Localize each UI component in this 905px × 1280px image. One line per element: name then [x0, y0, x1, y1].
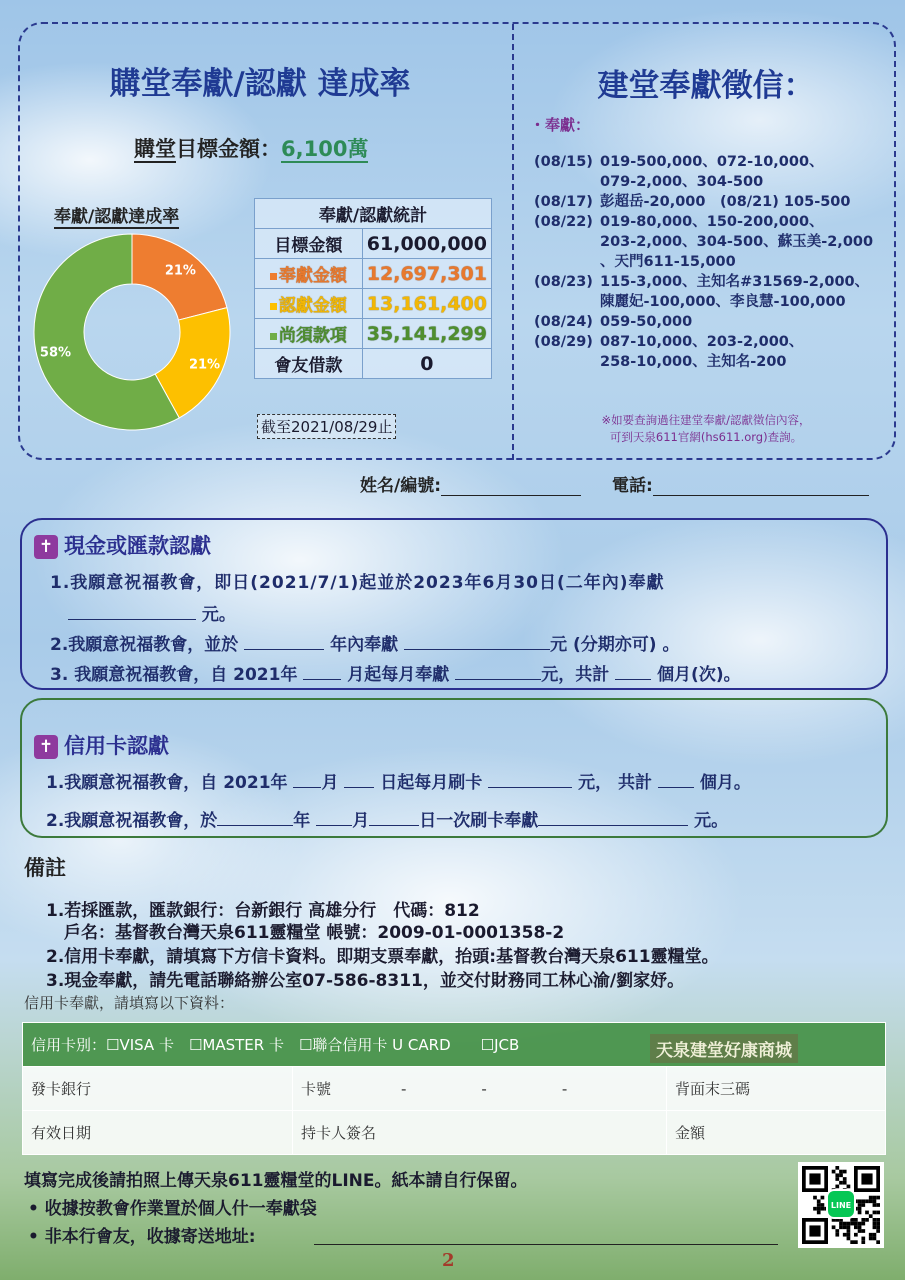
stats-label-cell	[255, 259, 363, 289]
card-number-field[interactable]	[293, 1067, 667, 1111]
line-logo-icon: LINE	[826, 1189, 856, 1219]
card-line-text: 日起每月刷卡	[380, 773, 483, 793]
cash-line-text: 元 (分期亦可) 。	[550, 635, 680, 655]
stats-row-pledged	[255, 289, 492, 319]
stats-row-target	[255, 229, 492, 259]
target-amount-line	[134, 133, 368, 163]
card-line-text: 月	[352, 811, 370, 831]
phone-label: 電話:	[612, 476, 653, 496]
stats-row-remaining	[255, 319, 492, 349]
amount-blank[interactable]	[404, 632, 550, 650]
credit-entry-text: 087-10,000、203-2,000、 258-10,000、主知名-200	[600, 334, 804, 370]
years-blank[interactable]	[244, 632, 324, 650]
card-line-text: 元。	[694, 811, 729, 831]
month-blank[interactable]	[303, 662, 341, 680]
phone-blank[interactable]	[653, 478, 869, 496]
card-number-dashes: - - -	[401, 1080, 568, 1098]
stats-label-cell	[255, 289, 363, 319]
stats-value: 12,697,301	[362, 259, 491, 289]
cash-line-text: 元，共計	[541, 665, 610, 685]
card-line-text: 月	[321, 773, 339, 793]
remarks-title: 備註	[24, 856, 66, 880]
receipt-note-1: • 收據按教會作業置於個人什一奉獻袋	[28, 1199, 317, 1219]
cash-line-text: 2.我願意祝福教會，並於	[50, 635, 239, 655]
stats-label: 奉獻金額	[278, 266, 347, 286]
issuing-bank-field[interactable]: 發卡銀行	[23, 1067, 293, 1111]
card-line-1	[46, 768, 751, 793]
remark-1: 1.若採匯款，匯款銀行：台新銀行 高雄分行 代碼：812	[46, 901, 480, 921]
signature-field[interactable]: 持卡人簽名	[293, 1111, 667, 1155]
donut-chart	[32, 232, 232, 432]
cross-icon: ✝	[34, 535, 58, 559]
name-blank[interactable]	[441, 478, 581, 496]
stats-label: 會友借款	[255, 349, 363, 379]
amount-blank[interactable]	[455, 662, 541, 680]
credit-note-line: 可到天泉611官網(hs611.org)查詢。	[609, 430, 803, 444]
remark-2: 2.信用卡奉獻，請填寫下方信卡資料。即期支票奉獻，抬頭:基督教台灣天泉611靈糧堂。	[46, 947, 719, 967]
address-blank[interactable]	[314, 1244, 778, 1245]
phone-field[interactable]	[612, 471, 869, 496]
credit-note-line: ※如要查詢過往建堂奉獻/認獻徵信內容，	[601, 413, 811, 427]
card-line-2	[46, 806, 728, 831]
stats-label: 尚須款項	[278, 326, 347, 346]
donut-slice-label: 58%	[39, 345, 72, 361]
card-line-text: 1.我願意祝福教會，自 2021年	[46, 773, 288, 793]
stats-label: 認獻金額	[278, 296, 347, 316]
amount-blank[interactable]	[68, 602, 196, 620]
name-field[interactable]	[360, 471, 581, 496]
credit-entry-text: 115-3,000、主知名#31569-2,000、 陳麗妃-100,000、李良慧-100,000	[600, 274, 870, 310]
target-label: 購堂	[134, 137, 176, 161]
stats-header: 奉獻/認獻統計	[255, 199, 492, 229]
rate-title: 購堂奉獻/認獻 達成率	[109, 66, 411, 102]
credit-entry-text: 019-80,000、150-200,000、 203-2,000、304-500、蘇玉美-2,000 、天門611-15,000	[600, 214, 874, 270]
credit-entry-text: 019-500,000、072-10,000、 079-2,000、304-500	[600, 154, 824, 190]
target-value: 6,100萬	[281, 137, 369, 161]
cash-line-text: 月起每月奉獻	[347, 665, 450, 685]
fill-instruction: 信用卡奉獻，請填寫以下資料：	[24, 994, 235, 1012]
credit-entry-text: 059-50,000	[600, 314, 693, 330]
cash-line-2	[50, 630, 679, 655]
day-blank[interactable]	[344, 770, 374, 788]
credit-entry-date: (08/17)	[534, 194, 593, 210]
credit-entry	[534, 312, 894, 332]
card-line-text: 日一次刷卡奉獻	[419, 811, 539, 831]
cash-title-text: 現金或匯款認獻	[64, 534, 211, 558]
cash-line-text: 元。	[201, 605, 236, 625]
credit-entry	[534, 192, 894, 212]
card-line-text: 2.我願意祝福教會，於	[46, 811, 218, 831]
cash-line-1: 1.我願意祝福教會，即日(2021/7/1)起並於2023年6月30日(二年內)奉獻	[50, 573, 665, 593]
cross-icon: ✝	[34, 735, 58, 759]
stats-row-offered	[255, 259, 492, 289]
stats-value: 0	[362, 349, 491, 379]
as-of-date: 截至2021/08/29止	[257, 414, 396, 439]
panel-divider	[512, 24, 514, 460]
card-line-text: 年	[293, 811, 311, 831]
cash-line-text: 個月(次)。	[657, 665, 741, 685]
credit-entry	[534, 212, 894, 272]
legend-swatch-green	[270, 333, 277, 340]
credit-note	[520, 412, 892, 446]
credit-entry-date: (08/23)	[534, 274, 593, 290]
amount-field[interactable]: 金額	[667, 1111, 886, 1155]
card-line-text: 個月。	[699, 773, 751, 793]
year-blank[interactable]	[217, 808, 293, 826]
credit-entry	[534, 332, 894, 372]
credit-entry	[534, 152, 894, 192]
chart-title: 奉獻/認獻達成率	[54, 202, 179, 229]
amount-blank[interactable]	[488, 770, 572, 788]
day-blank[interactable]	[369, 808, 419, 826]
stats-label-cell	[255, 319, 363, 349]
credit-title: 建堂奉獻徵信：	[597, 68, 815, 104]
receipt-note-2: • 非本行會友，收據寄送地址:	[28, 1227, 256, 1247]
donut-slice-label: 21%	[188, 357, 221, 373]
credit-list	[534, 152, 894, 372]
target-label-rest: 目標金額：	[176, 137, 281, 161]
cash-line-text: 3. 我願意祝福教會，自 2021年	[50, 665, 298, 685]
month-blank[interactable]	[293, 770, 321, 788]
card-number-label: 卡號	[301, 1080, 332, 1098]
donut-slice-label: 21%	[164, 263, 196, 279]
stats-value: 13,161,400	[362, 289, 491, 319]
card-line-text: 元， 共計	[578, 773, 653, 793]
stats-value: 61,000,000	[362, 229, 491, 259]
card-section-title	[34, 730, 169, 760]
cash-section-title	[34, 530, 211, 560]
cash-line-1b	[68, 600, 236, 625]
offering-heading: ・奉獻：	[530, 116, 591, 134]
cash-line-3	[50, 660, 741, 685]
stats-row-loan	[255, 349, 492, 379]
card-type-options[interactable]: 信用卡別：☐VISA 卡 ☐MASTER 卡 ☐聯合信用卡 U CARD ☐JCB	[23, 1023, 886, 1067]
remark-3: 3.現金奉獻，請先電話聯絡辦公室07-586-8311，並交付財務同工林心渝/劉家妤。	[46, 971, 685, 991]
legend-swatch-yellow	[270, 303, 277, 310]
credit-entry-date: (08/29)	[534, 334, 593, 350]
cvv-field[interactable]: 背面末三碼	[667, 1067, 886, 1111]
month-blank[interactable]	[316, 808, 352, 826]
stats-value: 35,141,299	[362, 319, 491, 349]
legend-swatch-orange	[270, 273, 277, 280]
credit-entry-date: (08/22)	[534, 214, 593, 230]
name-label: 姓名/編號:	[360, 476, 442, 496]
stats-table	[254, 198, 492, 379]
cash-line-text: 年內奉獻	[330, 635, 399, 655]
count-blank[interactable]	[615, 662, 651, 680]
credit-entry	[534, 272, 894, 312]
page-number: 2	[442, 1250, 455, 1271]
credit-entry-date: (08/15)	[534, 154, 593, 170]
count-blank[interactable]	[658, 770, 694, 788]
stats-label: 目標金額	[255, 229, 363, 259]
credit-entry-date: (08/24)	[534, 314, 593, 330]
upload-note: 填寫完成後請拍照上傳天泉611靈糧堂的LINE。紙本請自行保留。	[24, 1171, 528, 1191]
card-title-text: 信用卡認獻	[64, 734, 169, 758]
remark-1b: 戶名：基督教台灣天泉611靈糧堂 帳號：2009-01-0001358-2	[64, 923, 565, 943]
shop-sign: 天泉建堂好康商城	[650, 1034, 798, 1063]
amount-blank[interactable]	[538, 808, 688, 826]
credit-entry-text: 彭超岳-20,000 (08/21) 105-500	[600, 194, 851, 210]
expiry-field[interactable]: 有效日期	[23, 1111, 293, 1155]
